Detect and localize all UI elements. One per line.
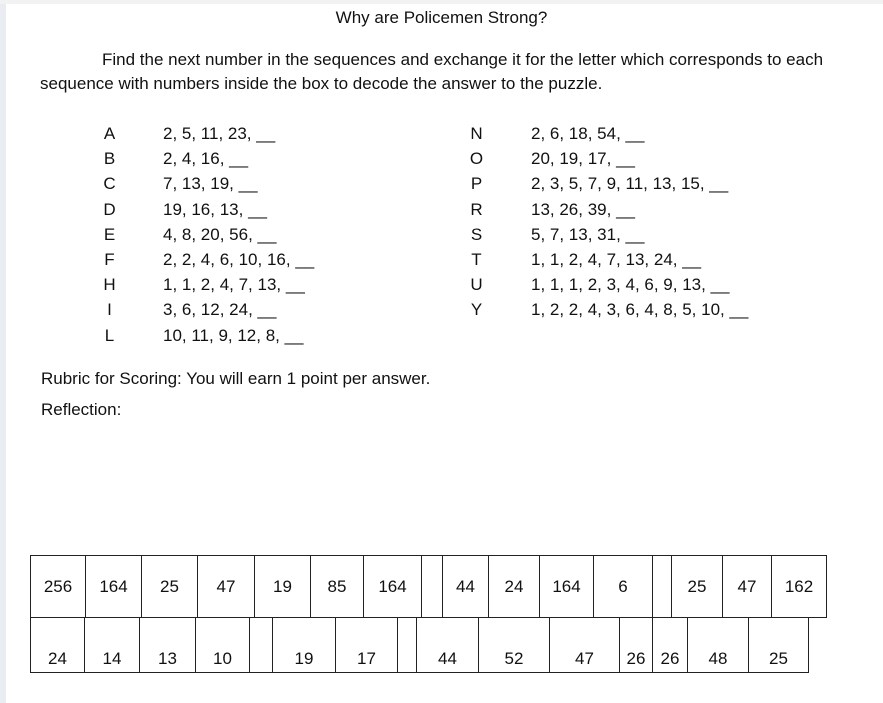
answer-code-row <box>31 617 809 673</box>
code-cell: 164 <box>363 555 422 618</box>
reflection-label: Reflection: <box>41 400 122 419</box>
code-cell: 19 <box>254 555 311 618</box>
sequence-letter: I <box>107 300 112 320</box>
code-cell: 162 <box>771 555 827 618</box>
sequence-numbers: 2, 3, 5, 7, 9, 11, 13, 15, __ <box>531 174 729 194</box>
code-cell: 14 <box>84 617 140 673</box>
sequence-row <box>100 247 314 272</box>
sequence-letter: P <box>470 174 483 194</box>
code-cell: 44 <box>442 555 489 618</box>
code-cell: 25 <box>671 555 723 618</box>
sequence-letter: E <box>103 224 116 244</box>
code-cell: 47 <box>197 555 255 618</box>
sequence-row <box>467 171 748 196</box>
sequence-numbers: 4, 8, 20, 56, __ <box>163 224 277 244</box>
instructions <box>40 48 850 96</box>
sequence-row <box>467 197 748 222</box>
sequence-letter: F <box>104 249 115 269</box>
blank-code-cell <box>249 617 273 673</box>
code-cell: 6 <box>593 555 653 618</box>
code-cell: 47 <box>722 555 772 618</box>
sequence-numbers: 7, 13, 19, __ <box>163 174 258 194</box>
blank-code-cell <box>421 555 443 618</box>
code-cell: 256 <box>30 555 86 618</box>
sequence-numbers: 20, 19, 17, __ <box>531 149 635 169</box>
sequence-row <box>467 297 748 322</box>
sequence-numbers: 5, 7, 13, 31, __ <box>531 224 645 244</box>
code-cell: 48 <box>687 617 749 673</box>
sequence-row <box>100 146 314 171</box>
page-top-edge <box>0 0 883 4</box>
sequence-letter: H <box>103 275 116 295</box>
sequence-letter: Y <box>470 300 483 320</box>
code-cell: 10 <box>195 617 250 673</box>
rubric-text: Rubric for Scoring: You will earn 1 point per answer. <box>41 369 431 388</box>
sequence-row <box>467 222 748 247</box>
sequence-row <box>467 121 748 146</box>
sequence-numbers: 2, 6, 18, 54, __ <box>531 124 645 143</box>
sequence-list-left <box>100 121 314 348</box>
code-cell: 26 <box>652 617 688 673</box>
sequence-row <box>100 121 314 146</box>
sequence-numbers: 1, 1, 1, 2, 3, 4, 6, 9, 13, __ <box>531 275 730 295</box>
sequence-numbers: 19, 16, 13, __ <box>163 199 267 219</box>
sequence-numbers: 1, 2, 2, 4, 3, 6, 4, 8, 5, 10, __ <box>531 300 749 320</box>
sequence-numbers: 10, 11, 9, 12, 8, __ <box>163 325 304 345</box>
sequence-row <box>467 247 748 272</box>
blank-code-cell <box>397 617 417 673</box>
sequence-letter: S <box>470 224 483 244</box>
sequence-letter: O <box>469 149 484 169</box>
sequence-numbers: 13, 26, 39, __ <box>531 199 635 219</box>
code-cell: 25 <box>748 617 809 673</box>
sequence-numbers: 1, 1, 2, 4, 7, 13, __ <box>163 275 305 295</box>
code-cell: 47 <box>549 617 620 673</box>
code-cell: 24 <box>488 555 540 618</box>
sequence-row <box>100 323 314 348</box>
sequence-letter: N <box>470 124 483 143</box>
code-cell: 25 <box>141 555 198 618</box>
page-edge <box>0 0 6 703</box>
code-cell: 164 <box>539 555 594 618</box>
sequence-numbers: 3, 6, 12, 24, __ <box>163 300 277 320</box>
sequence-letter: D <box>103 199 116 219</box>
sequence-row <box>100 222 314 247</box>
sequence-row <box>100 272 314 297</box>
sequence-numbers: 2, 2, 4, 6, 10, 16, __ <box>163 249 315 269</box>
sequence-row <box>467 272 748 297</box>
code-cell: 19 <box>272 617 336 673</box>
answer-code-row <box>31 555 827 618</box>
sequence-row <box>100 297 314 322</box>
instructions-text: Find the next number in the sequences and exchange it for the letter which corresponds to each sequence with numbers inside the box to decode the answer to the puzzle. <box>40 50 824 93</box>
puzzle-title: Why are Policemen Strong? <box>335 8 548 27</box>
sequence-numbers: 1, 1, 2, 4, 7, 13, 24, __ <box>531 249 702 269</box>
code-cell: 13 <box>139 617 196 673</box>
code-cell: 44 <box>416 617 479 673</box>
sequence-letter: R <box>470 199 483 219</box>
sequence-letter: L <box>104 325 115 345</box>
sequence-letter: U <box>470 275 483 295</box>
sequence-letter: C <box>103 174 116 194</box>
sequence-letter: T <box>471 249 482 269</box>
code-cell: 24 <box>30 617 85 673</box>
sequence-letter: A <box>103 124 116 143</box>
sequence-list-right <box>467 121 748 323</box>
sequence-letter: B <box>103 149 116 169</box>
blank-code-cell <box>652 555 672 618</box>
sequence-numbers: 2, 4, 16, __ <box>163 149 249 169</box>
code-cell: 164 <box>85 555 142 618</box>
code-cell: 26 <box>619 617 653 673</box>
sequence-row <box>100 171 314 196</box>
code-cell: 17 <box>335 617 398 673</box>
code-cell: 85 <box>310 555 364 618</box>
code-cell: 52 <box>478 617 550 673</box>
sequence-row <box>100 197 314 222</box>
sequence-numbers: 2, 5, 11, 23, __ <box>163 124 276 143</box>
sequence-row <box>467 146 748 171</box>
